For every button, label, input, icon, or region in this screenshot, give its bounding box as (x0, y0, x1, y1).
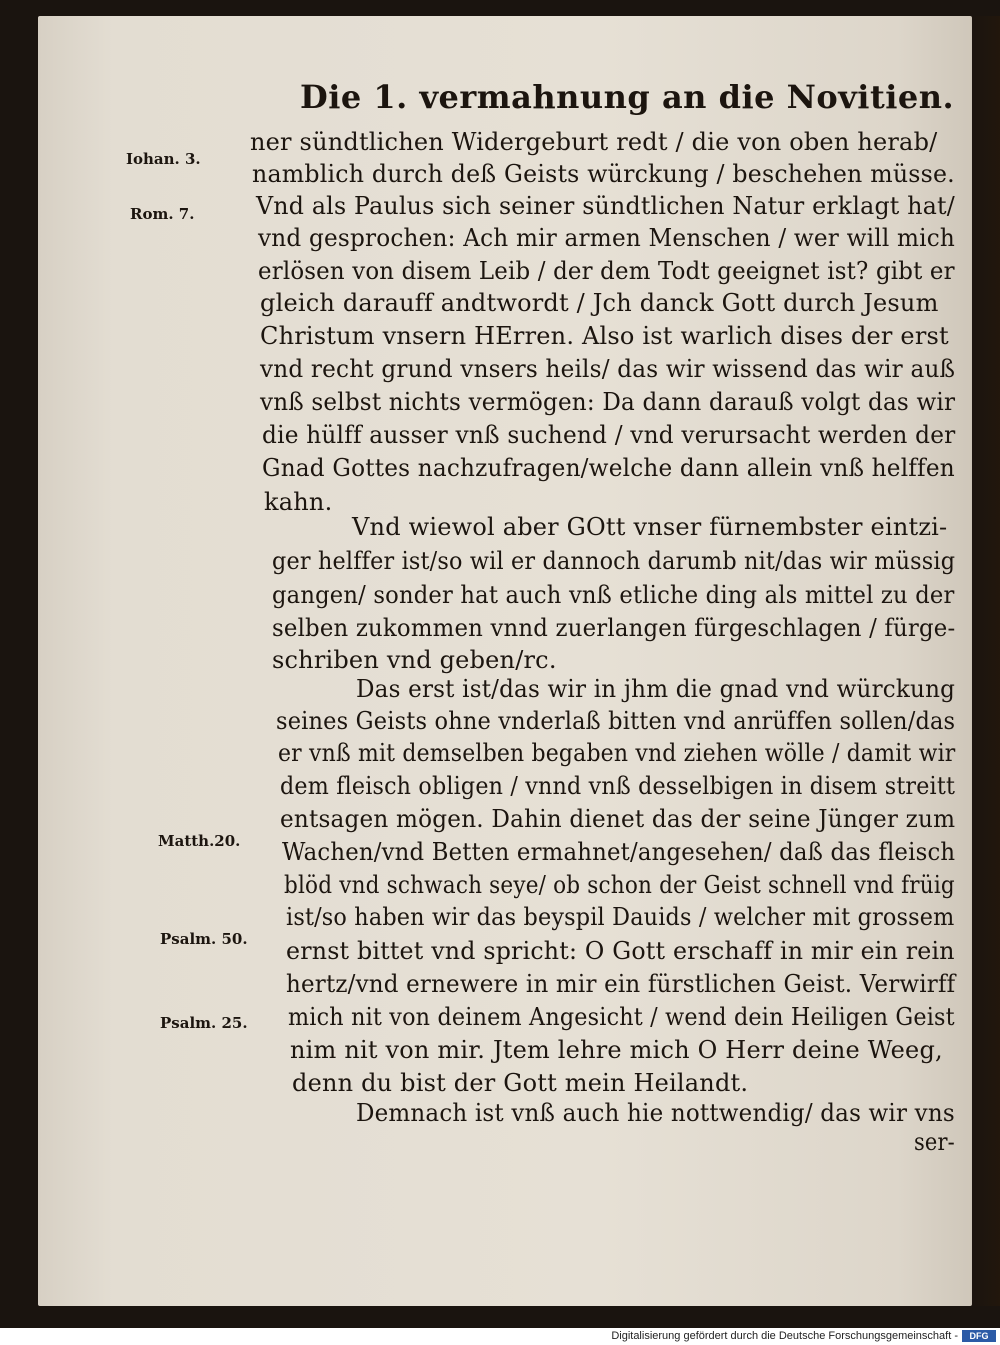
text-line: selben zukommen vnnd zuerlangen fürgeschlagen / fürge- (272, 614, 956, 642)
text-line: nim nit von mir. Jtem lehre mich O Herr deine Weeg, (290, 1036, 943, 1064)
text-line: ner sündtlichen Widergeburt redt / die von oben herab/ (250, 128, 938, 156)
margin-note: Psalm. 25. (160, 1014, 248, 1032)
text-line: schriben vnd geben/rc. (272, 646, 557, 674)
text-line: ist/so haben wir das beyspil Dauids / welcher mit grossem (286, 903, 955, 931)
text-line: mich nit von deinem Angesicht / wend dein Heiligen Geist (288, 1003, 955, 1031)
text-line: vnd gesprochen: Ach mir armen Menschen / wer will mich (258, 224, 956, 252)
text-line: seines Geists ohne vnderlaß bitten vnd anrüffen sollen/das (276, 707, 956, 735)
text-line: gangen/ sonder hat auch vnß etliche ding als mittel zu der (272, 581, 955, 609)
margin-note: Iohan. 3. (126, 150, 201, 168)
text-line: hertz/vnd ernewere in mir ein fürstlichen Geist. Verwirff (286, 970, 956, 998)
text-line: ger helffer ist/so wil er dannoch darumb nit/das wir müssig (272, 547, 956, 575)
text-line: dem fleisch obligen / vnnd vnß desselbigen in disem streitt (280, 772, 956, 800)
text-line: Gnad Gottes nachzufragen/welche dann allein vnß helffen (262, 454, 955, 482)
text-line: vnd recht grund vnsers heils/ das wir wissend das wir auß (260, 355, 956, 383)
text-line: die hülff ausser vnß suchend / vnd verursacht werden der (262, 421, 956, 449)
text-line: gleich darauff andtwordt / Jch danck Gott durch Jesum (260, 289, 939, 317)
margin-note: Psalm. 50. (160, 930, 248, 948)
margin-note: Rom. 7. (130, 205, 195, 223)
text-line: denn du bist der Gott mein Heilandt. (292, 1069, 749, 1097)
text-line: Vnd wiewol aber GOtt vnser fürnembster eintzi- (352, 513, 948, 541)
text-line: erlösen von disem Leib / der dem Todt geeignet ist? gibt er (258, 257, 955, 285)
text-line: vnß selbst nichts vermögen: Da dann darauß volgt das wir (260, 388, 956, 416)
text-line: Christum vnsern HErren. Also ist warlich dises der erst (260, 322, 949, 350)
margin-note: Matth.20. (158, 832, 241, 850)
text-line: er vnß mit demselben begaben vnd ziehen wölle / damit wir (278, 739, 956, 767)
page-spine-shadow (970, 16, 1000, 1306)
text-line: blöd vnd schwach seye/ ob schon der Geist schnell vnd früig (284, 871, 955, 899)
text-line: kahn. (264, 488, 333, 516)
text-line: Demnach ist vnß auch hie nottwendig/ das wir vns (356, 1099, 955, 1127)
text-line: ernst bittet vnd spricht: O Gott erschaff in mir ein rein (286, 937, 955, 965)
text-line: Das erst ist/das wir in jhm die gnad vnd würckung (356, 675, 956, 703)
text-line: entsagen mögen. Dahin dienet das der seine Jünger zum (280, 805, 956, 833)
text-line: Vnd als Paulus sich seiner sündtlichen Natur erklagt hat/ (256, 192, 955, 220)
footer-credit: Digitalisierung gefördert durch die Deutsche Forschungsgemeinschaft - (611, 1330, 958, 1342)
text-line: namblich durch deß Geists würckung / beschehen müsse. (252, 160, 955, 188)
running-header: Die 1. vermahnung an die Novitien. (300, 78, 955, 116)
dfg-logo: DFG (962, 1330, 996, 1342)
text-line: Wachen/vnd Betten ermahnet/angesehen/ daß das fleisch (282, 838, 956, 866)
catchword: ser- (914, 1128, 955, 1156)
